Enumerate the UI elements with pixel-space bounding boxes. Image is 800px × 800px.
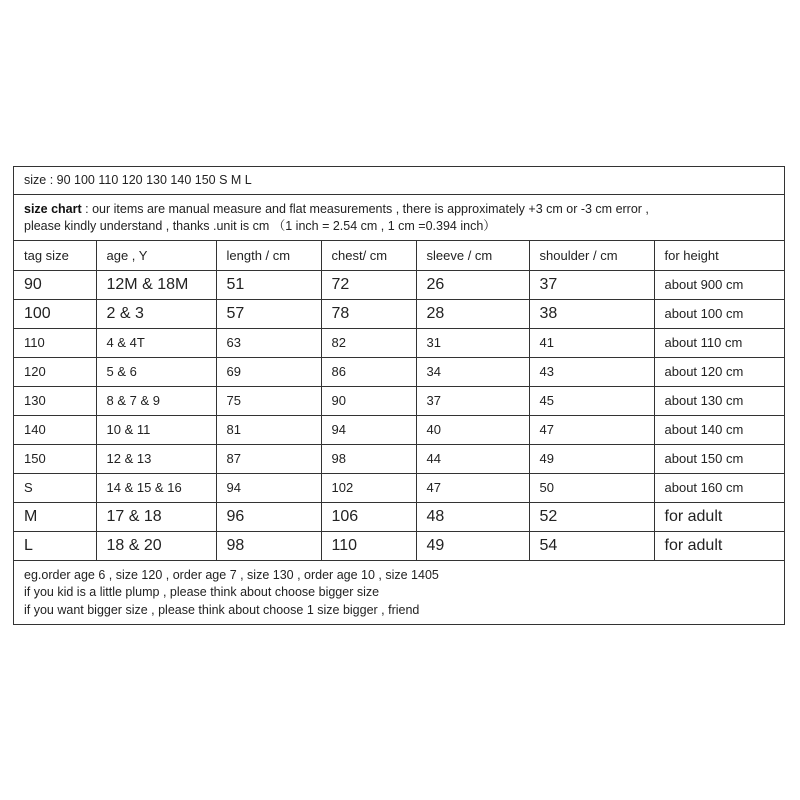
cell-shoulder: 52	[529, 502, 654, 531]
cell-length: 87	[216, 444, 321, 473]
table-row	[14, 502, 784, 531]
cell-sleeve: 37	[416, 386, 529, 415]
header-age: age , Y	[96, 241, 216, 270]
cell-shoulder: 38	[529, 299, 654, 328]
cell-tag-size: L	[14, 531, 96, 560]
cell-for-height: for adult	[654, 502, 784, 531]
cell-sleeve: 26	[416, 270, 529, 299]
cell-for-height: about 100 cm	[654, 299, 784, 328]
cell-tag-size: 130	[14, 386, 96, 415]
notice-line-1	[24, 201, 784, 218]
cell-age: 12 & 13	[96, 444, 216, 473]
cell-sleeve: 49	[416, 531, 529, 560]
table-row	[14, 386, 784, 415]
cell-for-height: for adult	[654, 531, 784, 560]
notice-text-2: please kindly understand , thanks .unit is cm （1 inch = 2.54 cm , 1 cm =0.394 inch）	[24, 219, 496, 233]
cell-chest: 78	[321, 299, 416, 328]
cell-shoulder: 50	[529, 473, 654, 502]
cell-shoulder: 37	[529, 270, 654, 299]
header-for-height: for height	[654, 241, 784, 270]
cell-chest: 102	[321, 473, 416, 502]
cell-tag-size: 90	[14, 270, 96, 299]
cell-length: 81	[216, 415, 321, 444]
table-row	[14, 357, 784, 386]
table-row	[14, 328, 784, 357]
cell-age: 5 & 6	[96, 357, 216, 386]
cell-for-height: about 130 cm	[654, 386, 784, 415]
cell-tag-size: 150	[14, 444, 96, 473]
cell-age: 10 & 11	[96, 415, 216, 444]
cell-length: 75	[216, 386, 321, 415]
table-row	[14, 270, 784, 299]
cell-shoulder: 41	[529, 328, 654, 357]
cell-sleeve: 44	[416, 444, 529, 473]
cell-for-height: about 900 cm	[654, 270, 784, 299]
note-line: eg.order age 6 , size 120 , order age 7 , size 130 , order age 10 , size 1405	[24, 567, 439, 582]
note-line: if you kid is a little plump , please think about choose bigger size	[24, 585, 380, 599]
cell-chest: 94	[321, 415, 416, 444]
cell-age: 14 & 15 & 16	[96, 473, 216, 502]
cell-chest: 86	[321, 357, 416, 386]
available-sizes: size : 90 100 110 120 130 140 150 S M L	[14, 167, 784, 195]
cell-tag-size: 110	[14, 328, 96, 357]
size-table	[14, 241, 784, 561]
cell-tag-size: M	[14, 502, 96, 531]
cell-chest: 98	[321, 444, 416, 473]
note-line: if you want bigger size , please think about choose 1 size bigger , friend	[24, 602, 420, 617]
cell-for-height: about 120 cm	[654, 357, 784, 386]
table-row	[14, 299, 784, 328]
cell-length: 69	[216, 357, 321, 386]
cell-sleeve: 48	[416, 502, 529, 531]
cell-chest: 72	[321, 270, 416, 299]
cell-tag-size: 120	[14, 357, 96, 386]
cell-chest: 106	[321, 502, 416, 531]
cell-age: 18 & 20	[96, 531, 216, 560]
cell-age: 12M & 18M	[96, 270, 216, 299]
cell-length: 51	[216, 270, 321, 299]
header-tag-size: tag size	[14, 241, 96, 270]
header-shoulder: shoulder / cm	[529, 241, 654, 270]
table-row	[14, 473, 784, 502]
cell-shoulder: 54	[529, 531, 654, 560]
cell-shoulder: 45	[529, 386, 654, 415]
order-notes	[14, 561, 784, 625]
cell-shoulder: 49	[529, 444, 654, 473]
header-chest: chest/ cm	[321, 241, 416, 270]
cell-for-height: about 110 cm	[654, 328, 784, 357]
size-chart	[13, 166, 785, 625]
cell-tag-size: S	[14, 473, 96, 502]
size-table-body	[14, 241, 784, 560]
cell-chest: 110	[321, 531, 416, 560]
header-sleeve: sleeve / cm	[416, 241, 529, 270]
cell-age: 17 & 18	[96, 502, 216, 531]
cell-sleeve: 28	[416, 299, 529, 328]
cell-age: 4 & 4T	[96, 328, 216, 357]
table-row	[14, 531, 784, 560]
table-header-row	[14, 241, 784, 270]
cell-for-height: about 150 cm	[654, 444, 784, 473]
notice-text-1: : our items are manual measure and flat measurements , there is approximately +3 cm or -3 cm error ,	[81, 202, 649, 216]
cell-length: 63	[216, 328, 321, 357]
cell-sleeve: 40	[416, 415, 529, 444]
cell-sleeve: 34	[416, 357, 529, 386]
notice-label: size chart	[24, 202, 82, 216]
header-length: length / cm	[216, 241, 321, 270]
cell-age: 8 & 7 & 9	[96, 386, 216, 415]
cell-tag-size: 100	[14, 299, 96, 328]
cell-chest: 82	[321, 328, 416, 357]
cell-length: 98	[216, 531, 321, 560]
cell-sleeve: 31	[416, 328, 529, 357]
cell-for-height: about 140 cm	[654, 415, 784, 444]
cell-age: 2 & 3	[96, 299, 216, 328]
cell-length: 94	[216, 473, 321, 502]
cell-chest: 90	[321, 386, 416, 415]
cell-sleeve: 47	[416, 473, 529, 502]
cell-length: 57	[216, 299, 321, 328]
cell-shoulder: 43	[529, 357, 654, 386]
table-row	[14, 444, 784, 473]
cell-for-height: about 160 cm	[654, 473, 784, 502]
table-row	[14, 415, 784, 444]
cell-tag-size: 140	[14, 415, 96, 444]
size-chart-notice	[14, 195, 784, 241]
cell-shoulder: 47	[529, 415, 654, 444]
cell-length: 96	[216, 502, 321, 531]
